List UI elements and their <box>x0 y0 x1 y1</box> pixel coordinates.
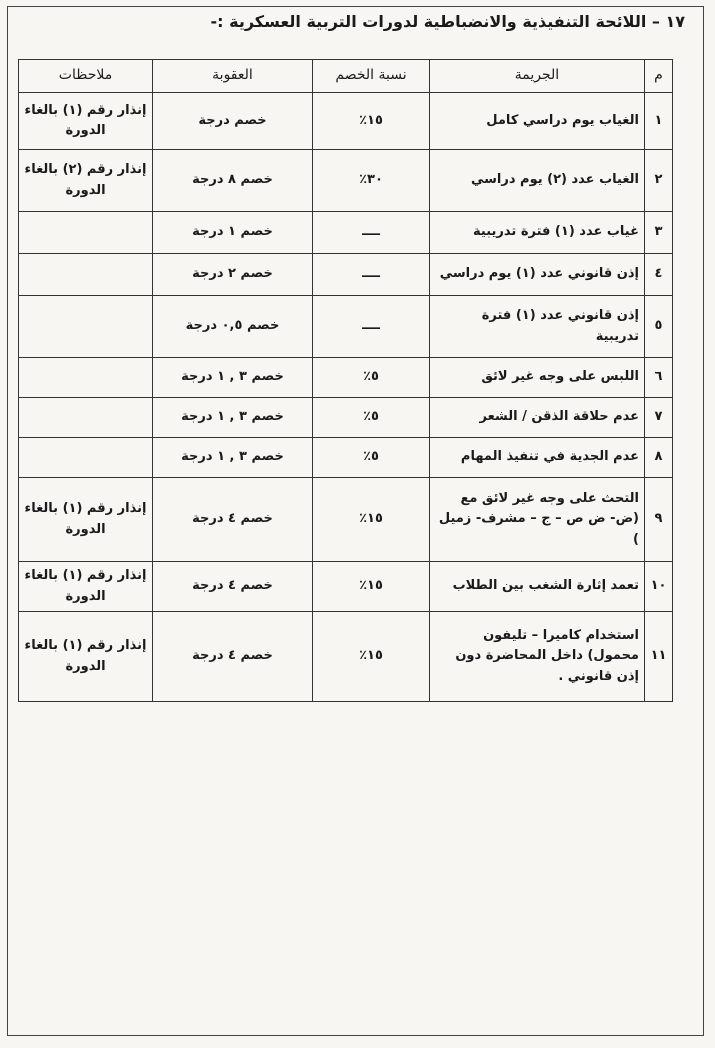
cell-num: ٦ <box>645 358 673 398</box>
cell-crime: عدم الجدية في تنفيذ المهام <box>430 438 645 478</box>
cell-crime: إذن قانوني عدد (١) يوم دراسي <box>430 254 645 296</box>
cell-pct: ٥٪ <box>313 358 430 398</box>
cell-pct: ــــ <box>313 212 430 254</box>
cell-num: ١٠ <box>645 562 673 612</box>
cell-crime: استخدام كاميرا – تليفون محمول) داخل المحاضرة دون إذن قانوني . <box>430 612 645 702</box>
cell-penalty: خصم ٤ درجة <box>153 562 313 612</box>
cell-notes: إنذار رقم (١) بالغاء الدورة <box>19 612 153 702</box>
table-row <box>19 478 673 562</box>
cell-pct: ١٥٪ <box>313 478 430 562</box>
cell-notes: إنذار رقم (١) بالغاء الدورة <box>19 562 153 612</box>
cell-pct: ٥٪ <box>313 438 430 478</box>
cell-pct: ١٥٪ <box>313 562 430 612</box>
cell-notes: إنذار رقم (١) بالغاء الدورة <box>19 478 153 562</box>
cell-penalty: خصم ٤ درجة <box>153 612 313 702</box>
header-notes: ملاحظات <box>19 60 153 93</box>
cell-notes: إنذار رقم (١) بالغاء الدورة <box>19 93 153 150</box>
cell-notes <box>19 212 153 254</box>
cell-crime: تعمد إثارة الشغب بين الطلاب <box>430 562 645 612</box>
header-pct: نسبة الخصم <box>313 60 430 93</box>
cell-notes: إنذار رقم (٢) بالغاء الدورة <box>19 150 153 212</box>
table-row <box>19 93 673 150</box>
table-row <box>19 398 673 438</box>
cell-penalty: خصم ١ درجة <box>153 212 313 254</box>
table-row <box>19 358 673 398</box>
cell-notes <box>19 438 153 478</box>
cell-num: ١ <box>645 93 673 150</box>
cell-num: ١١ <box>645 612 673 702</box>
cell-penalty: خصم ٨ درجة <box>153 150 313 212</box>
table-header-row <box>19 60 673 93</box>
header-num: م <box>645 60 673 93</box>
cell-crime: الغياب يوم دراسي كامل <box>430 93 645 150</box>
cell-penalty: خصم ٤ درجة <box>153 478 313 562</box>
table-row <box>19 254 673 296</box>
table-row <box>19 562 673 612</box>
table-row <box>19 296 673 358</box>
table-row <box>19 612 673 702</box>
page-title: ١٧ – اللائحة التنفيذية والانضباطية لدورات التربية العسكرية :- <box>210 12 685 31</box>
table-row <box>19 212 673 254</box>
cell-num: ٩ <box>645 478 673 562</box>
cell-penalty: خصم ٣ , ١ درجة <box>153 398 313 438</box>
cell-penalty: خصم ٣ , ١ درجة <box>153 438 313 478</box>
cell-notes <box>19 254 153 296</box>
table-row <box>19 150 673 212</box>
cell-pct: ــــ <box>313 254 430 296</box>
cell-crime: التحث على وجه غير لائق مع (ض- ض ص – ج – مشرف- زميل ) <box>430 478 645 562</box>
cell-penalty: خصم ٣ , ١ درجة <box>153 358 313 398</box>
cell-pct: ٥٪ <box>313 398 430 438</box>
cell-crime: إذن قانوني عدد (١) فترة تدريبية <box>430 296 645 358</box>
cell-penalty: خصم درجة <box>153 93 313 150</box>
cell-crime: غياب عدد (١) فترة تدريبية <box>430 212 645 254</box>
header-penalty: العقوبة <box>153 60 313 93</box>
cell-notes <box>19 398 153 438</box>
cell-pct: ٣٠٪ <box>313 150 430 212</box>
header-crime: الجريمة <box>430 60 645 93</box>
cell-num: ٤ <box>645 254 673 296</box>
cell-notes <box>19 358 153 398</box>
cell-pct: ١٥٪ <box>313 93 430 150</box>
cell-num: ٨ <box>645 438 673 478</box>
cell-crime: عدم حلاقة الذقن / الشعر <box>430 398 645 438</box>
cell-penalty: خصم ٢ درجة <box>153 254 313 296</box>
cell-pct: ــــ <box>313 296 430 358</box>
table-row <box>19 438 673 478</box>
cell-num: ٢ <box>645 150 673 212</box>
cell-num: ٧ <box>645 398 673 438</box>
cell-crime: الغياب عدد (٢) يوم دراسي <box>430 150 645 212</box>
cell-penalty: خصم ٠,٥ درجة <box>153 296 313 358</box>
cell-num: ٣ <box>645 212 673 254</box>
regulations-table <box>18 59 673 702</box>
cell-num: ٥ <box>645 296 673 358</box>
cell-crime: اللبس على وجه غير لائق <box>430 358 645 398</box>
cell-notes <box>19 296 153 358</box>
cell-pct: ١٥٪ <box>313 612 430 702</box>
